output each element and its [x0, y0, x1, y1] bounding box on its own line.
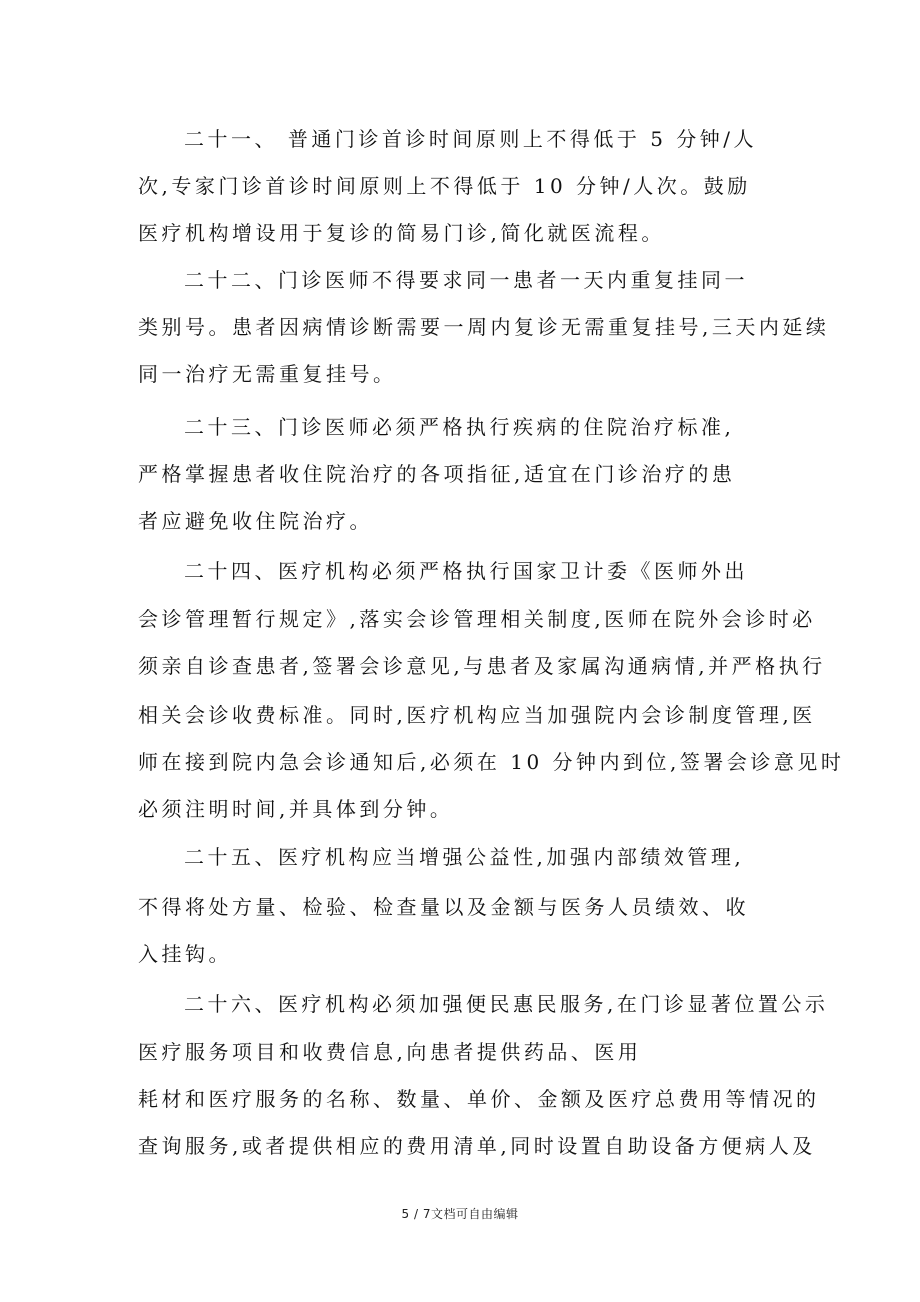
paragraph-line: 二十四、医疗机构必须严格执行国家卫计委《医师外出 — [184, 559, 748, 583]
paragraph-line: 不得将处方量、检验、检查量以及金额与医务人员绩效、收 — [138, 895, 749, 919]
paragraph-line: 二十一、 普通门诊首诊时间原则上不得低于 5 分钟/人 — [184, 127, 758, 151]
paragraph-line: 类别号。患者因病情诊断需要一周内复诊无需重复挂号,三天内延续 — [138, 315, 830, 339]
paragraph-line: 查询服务,或者提供相应的费用清单,同时设置自助设备方便病人及 — [138, 1134, 816, 1158]
paragraph-line: 相关会诊收费标准。同时,医疗机构应当加强院内会诊制度管理,医 — [138, 703, 816, 727]
paragraph-line: 师在接到院内急会诊通知后,必须在 10 分钟内到位,签署会诊意见时 — [138, 750, 845, 774]
paragraph-line: 须亲自诊查患者,签署会诊意见,与患者及家属沟通病情,并严格执行 — [138, 654, 826, 678]
paragraph-line: 必须注明时间,并具体到分钟。 — [138, 797, 454, 821]
paragraph-line: 同一治疗无需重复挂号。 — [138, 362, 397, 386]
paragraph-line: 次,专家门诊首诊时间原则上不得低于 10 分钟/人次。鼓励 — [138, 174, 751, 198]
paragraph-line: 严格掌握患者收住院治疗的各项指征,适宜在门诊治疗的患 — [138, 462, 736, 486]
paragraph-line: 二十二、门诊医师不得要求同一患者一天内重复挂同一 — [184, 268, 748, 292]
paragraph-line: 医疗服务项目和收费信息,向患者提供药品、医用 — [138, 1040, 642, 1064]
page-footer: 5 / 7文档可自由编辑 — [401, 1207, 519, 1221]
paragraph-line: 耗材和医疗服务的名称、数量、单价、金额及医疗总费用等情况的 — [138, 1087, 820, 1111]
paragraph-line: 二十六、医疗机构必须加强便民惠民服务,在门诊显著位置公示 — [184, 992, 829, 1016]
paragraph-line: 二十三、门诊医师必须严格执行疾病的住院治疗标准, — [184, 415, 735, 439]
paragraph-line: 医疗机构增设用于复诊的简易门诊,简化就医流程。 — [138, 221, 665, 245]
paragraph-line: 二十五、医疗机构应当增强公益性,加强内部绩效管理, — [184, 845, 745, 869]
paragraph-line: 会诊管理暂行规定》,落实会诊管理相关制度,医师在院外会诊时必 — [138, 607, 816, 631]
paragraph-line: 者应避免收住院治疗。 — [138, 509, 373, 533]
paragraph-line: 入挂钩。 — [138, 942, 232, 966]
